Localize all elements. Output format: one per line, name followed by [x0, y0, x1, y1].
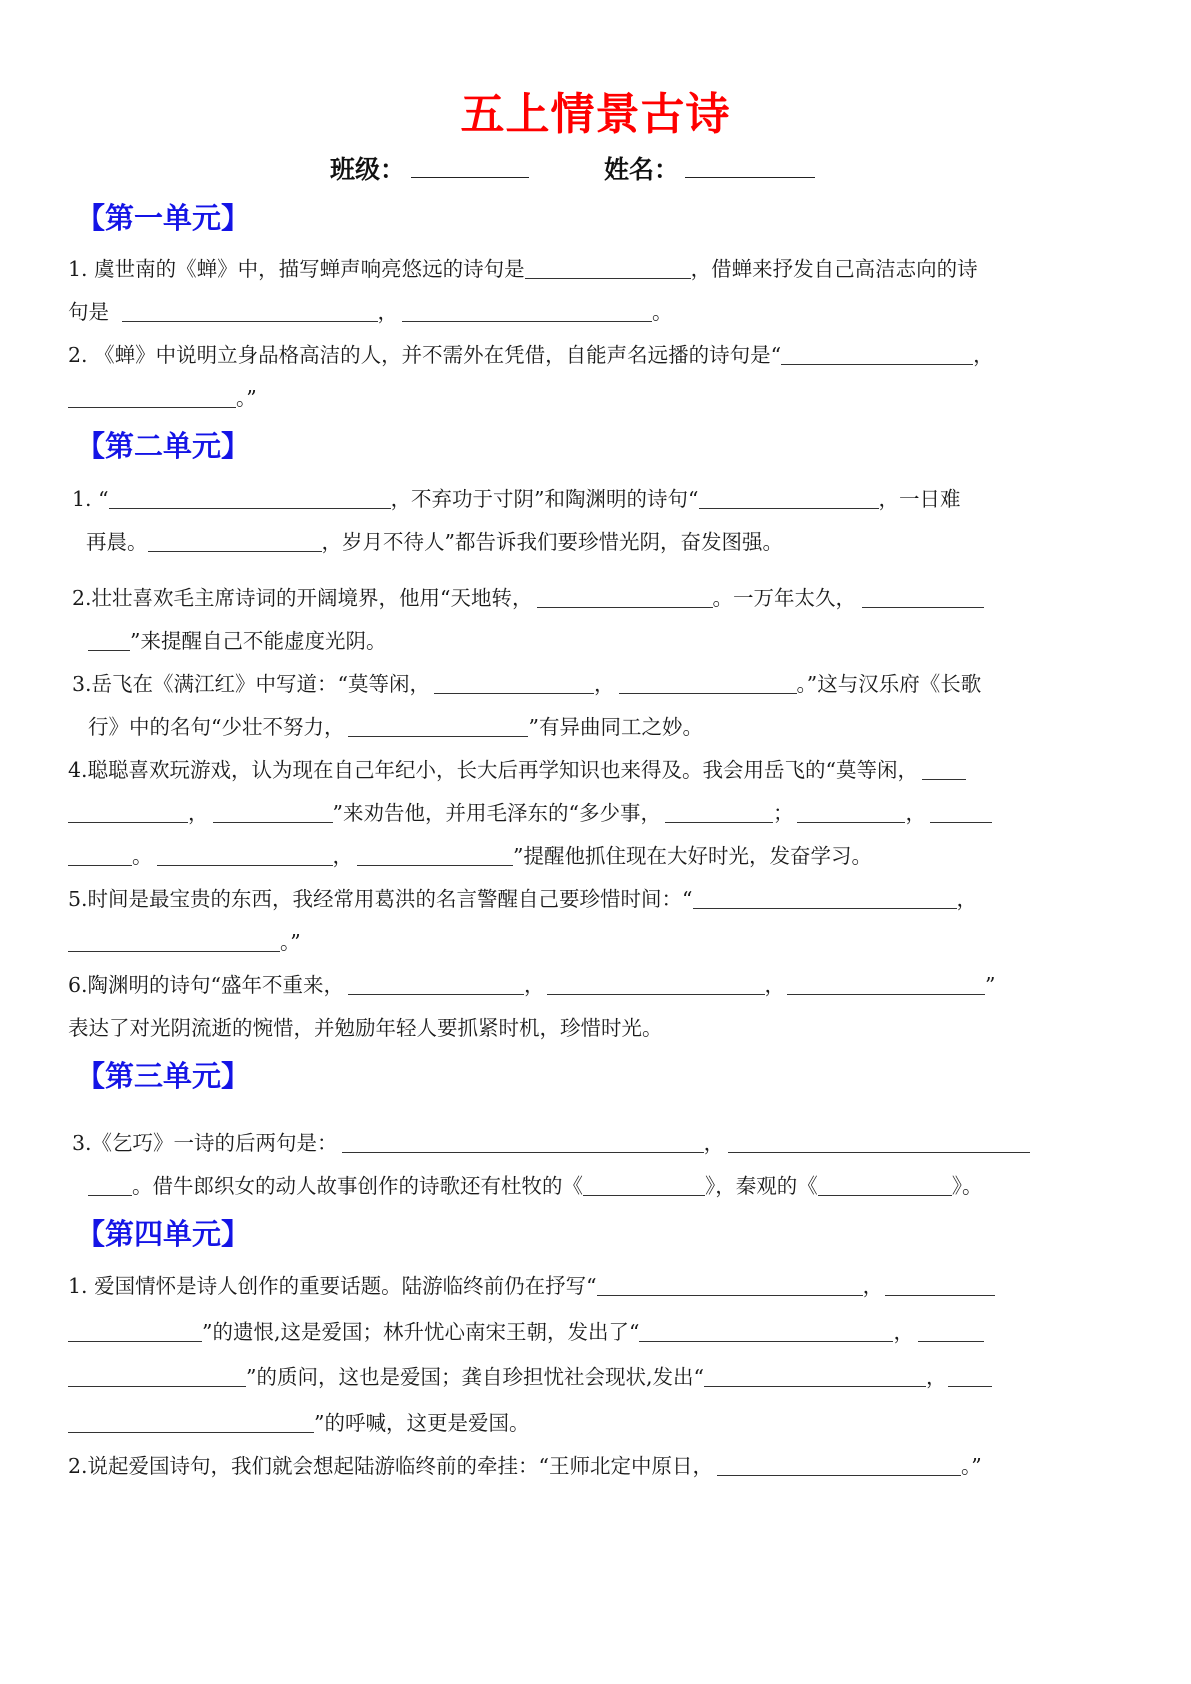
answer-blank[interactable] — [68, 1410, 314, 1433]
answer-blank[interactable] — [818, 1173, 952, 1196]
answer-blank[interactable] — [348, 972, 524, 995]
question-line: 表达了对光阴流逝的惋惜，并勉励年轻人要抓紧时机，珍惜时光。 — [68, 1016, 663, 1040]
question-line: 6.陶渊明的诗句“盛年不重来， ， ， ” — [68, 973, 996, 997]
answer-blank[interactable] — [68, 1364, 246, 1387]
question-line: 2.说起爱国诗句，我们就会想起陆游临终前的牵挂：“王师北定中原日， 。” — [68, 1454, 982, 1478]
answer-blank[interactable] — [525, 256, 691, 279]
question-line: 2.壮壮喜欢毛主席诗词的开阔境界，他用“天地转， 。一万年太久， — [72, 584, 984, 612]
question-line: ”的呼喊，这更是爱国。 — [68, 1409, 529, 1437]
answer-blank[interactable] — [704, 1364, 926, 1387]
answer-blank[interactable] — [922, 757, 966, 780]
question-line: 再晨。 ，岁月不待人”都告诉我们要珍惜光阴，奋发图强。 — [86, 530, 783, 554]
answer-blank[interactable] — [583, 1173, 705, 1196]
answer-blank[interactable] — [693, 886, 957, 909]
answer-blank[interactable] — [434, 671, 594, 694]
answer-blank[interactable] — [68, 1319, 202, 1342]
name-label: 姓名： — [604, 155, 680, 184]
answer-blank[interactable] — [348, 714, 528, 737]
question-line: 5.时间是最宝贵的东西，我经常用葛洪的名言警醒自己要珍惜时间：“ ， — [68, 887, 978, 911]
question-line: 1. 爱国情怀是诗人创作的重要话题。陆游临终前仍在抒写“ ， — [68, 1272, 995, 1300]
answer-blank[interactable] — [68, 929, 280, 952]
answer-blank[interactable] — [537, 585, 713, 608]
unit-heading-3: 【第三单元】 — [76, 1059, 251, 1093]
answer-blank[interactable] — [717, 1453, 961, 1476]
question-line: 4.聪聪喜欢玩游戏，认为现在自己年纪小，长大后再学知识也来得及。我会用岳飞的“莫等闲， — [68, 756, 966, 784]
answer-blank[interactable] — [781, 342, 973, 365]
answer-blank[interactable] — [157, 843, 333, 866]
answer-blank[interactable] — [68, 385, 236, 408]
question-line: 1. “ ，不弃功于寸阴”和陶渊明的诗句“ ，一日难 — [72, 487, 961, 511]
question-line: ”的遗恨,这是爱国；林升忧心南宋王朝，发出了“ ， — [68, 1318, 984, 1346]
answer-blank[interactable] — [357, 843, 513, 866]
answer-blank[interactable] — [699, 486, 879, 509]
answer-blank[interactable] — [109, 486, 391, 509]
question-line: 3.《乞巧》一诗的后两句是： ， — [72, 1129, 1030, 1157]
answer-blank[interactable] — [930, 800, 992, 823]
name-field — [604, 150, 815, 186]
class-blank[interactable] — [411, 151, 529, 178]
answer-blank[interactable] — [948, 1364, 992, 1387]
question-line: 。借牛郎织女的动人故事创作的诗歌还有杜牧的《 》，秦观的《 》。 — [88, 1172, 983, 1200]
answer-blank[interactable] — [597, 1273, 863, 1296]
answer-blank[interactable] — [885, 1273, 995, 1296]
name-blank[interactable] — [685, 151, 815, 178]
answer-blank[interactable] — [122, 299, 378, 322]
question-line: 句是 ， 。 — [68, 300, 673, 324]
answer-blank[interactable] — [787, 972, 985, 995]
answer-blank[interactable] — [639, 1319, 893, 1342]
answer-blank[interactable] — [213, 800, 333, 823]
answer-blank[interactable] — [68, 843, 132, 866]
answer-blank[interactable] — [68, 800, 188, 823]
question-line: 1. 虞世南的《蝉》中，描写蝉声响亮悠远的诗句是 ，借蝉来抒发自己高洁志向的诗 — [68, 257, 978, 281]
answer-blank[interactable] — [665, 800, 773, 823]
question-line: 3.岳飞在《满江红》中写道：“莫等闲， ， 。”这与汉乐府《长歌 — [72, 672, 982, 696]
class-field — [330, 150, 529, 186]
page-title: 五上情景古诗 — [460, 89, 731, 140]
class-label: 班级： — [330, 155, 406, 184]
question-line: ， ”来劝告他，并用毛泽东的“多少事， ； ， — [68, 799, 992, 827]
answer-blank[interactable] — [342, 1130, 704, 1153]
question-line: ”的质问，这也是爱国；龚自珍担忧社会现状,发出“ ， — [68, 1363, 992, 1391]
question-line: 行》中的名句“少壮不努力， ”有异曲同工之妙。 — [88, 715, 703, 739]
answer-blank[interactable] — [918, 1319, 984, 1342]
answer-blank[interactable] — [862, 585, 984, 608]
unit-heading-2: 【第二单元】 — [76, 429, 251, 463]
question-line: 。” — [68, 384, 257, 412]
answer-blank[interactable] — [88, 628, 130, 651]
answer-blank[interactable] — [797, 800, 905, 823]
question-line: 2. 《蝉》中说明立身品格高洁的人，并不需外在凭借，自能声名远播的诗句是“ ， — [68, 343, 994, 367]
answer-blank[interactable] — [547, 972, 765, 995]
unit-heading-4: 【第四单元】 — [76, 1217, 251, 1251]
question-line: 。” — [68, 928, 301, 956]
unit-heading-1: 【第一单元】 — [76, 201, 251, 235]
question-line: 。 ， ”提醒他抓住现在大好时光，发奋学习。 — [68, 842, 872, 870]
answer-blank[interactable] — [148, 529, 322, 552]
answer-blank[interactable] — [619, 671, 797, 694]
answer-blank[interactable] — [402, 299, 652, 322]
answer-blank[interactable] — [728, 1130, 1030, 1153]
question-line: ”来提醒自己不能虚度光阴。 — [88, 627, 386, 655]
answer-blank[interactable] — [88, 1173, 132, 1196]
